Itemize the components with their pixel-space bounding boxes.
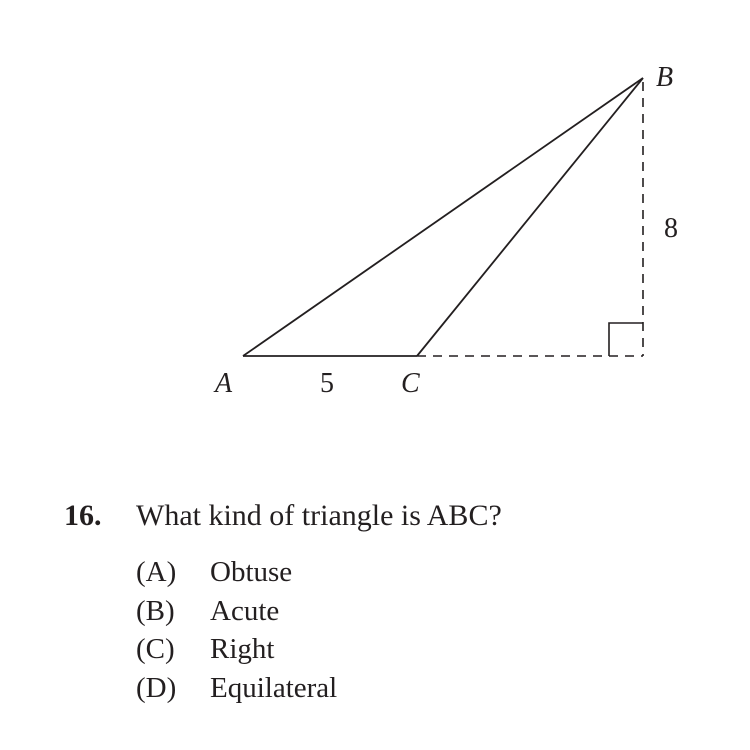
choice-text: Right xyxy=(210,633,275,665)
answer-choices xyxy=(136,553,337,707)
choice-letter: (C) xyxy=(136,633,175,665)
choice-c[interactable] xyxy=(136,630,337,669)
choice-letter: (B) xyxy=(136,594,175,627)
choice-text: Equilateral xyxy=(210,671,338,704)
length-label-height: 8 xyxy=(664,213,678,244)
question-number: 16. xyxy=(64,499,102,532)
vertex-label-b: B xyxy=(656,62,674,93)
choice-letter: (D) xyxy=(136,671,177,704)
side-ab xyxy=(243,78,643,356)
vertex-label-a: A xyxy=(215,368,233,399)
choice-letter: (A) xyxy=(136,556,177,588)
choice-text: Obtuse xyxy=(210,556,293,588)
choice-b[interactable] xyxy=(136,592,337,631)
question-stem xyxy=(64,496,502,536)
side-bc xyxy=(417,78,643,356)
right-angle-marker xyxy=(609,323,643,356)
question-text: What kind of triangle is ABC? xyxy=(136,499,502,532)
vertex-label-c: C xyxy=(401,368,420,399)
length-label-ac: 5 xyxy=(320,368,334,399)
choice-a[interactable] xyxy=(136,553,337,592)
choice-text: Acute xyxy=(210,594,280,627)
choice-d[interactable] xyxy=(136,669,337,708)
